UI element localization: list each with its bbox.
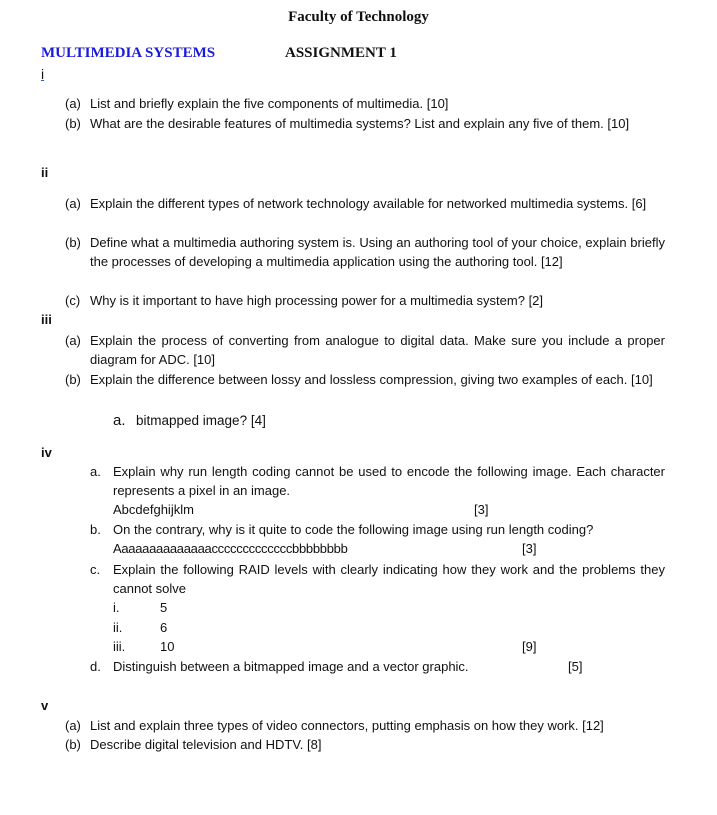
question-text: bitmapped image? [4] [136,413,266,428]
question-marker: (c) [65,293,81,308]
question-marker: a. [113,412,126,429]
question-text: Distinguish between a bitmapped image and a vector graphic. [113,659,469,674]
question-text: On the contrary, why is it quite to code the following image using run length coding? [113,522,594,537]
question-text: Explain why run length coding cannot be used to encode the following image. Each character represents a pixel in an image. [113,464,665,499]
marks: [5] [568,659,583,674]
example-text: Abcdefghijklm [113,502,194,517]
question-iii-a [65,331,665,370]
question-text: Explain the process of converting from analogue to digital data. Make sure you include a proper diagram for ADC. [10] [90,333,665,368]
question-marker: a. [90,464,101,479]
question-text: List and explain three types of video connectors, putting emphasis on how they work. [12] [90,718,604,733]
question-text: Describe digital television and HDTV. [8] [90,737,322,752]
question-i-b [65,114,668,133]
section-label-iv: iv [41,445,52,460]
sub-item-value: 6 [160,620,168,635]
question-marker: (b) [65,737,81,752]
question-marker: (a) [65,196,81,211]
question-i-a [65,94,665,113]
section-label-ii: ii [41,165,49,180]
question-v-a [65,716,675,735]
question-marker: c. [90,562,101,577]
question-marker: (a) [65,718,81,733]
section-label-iii: iii [41,312,52,327]
question-iv-a [90,462,665,501]
question-text: Explain the difference between lossy and lossless compression, giving two examples of each. [10] [90,372,653,387]
sub-item: ii. [113,620,123,635]
question-ii-a [65,194,665,213]
question-ii-c [65,291,665,310]
question-v-b [65,735,665,754]
faculty-title: Faculty of Technology [288,9,429,25]
question-text: What are the desirable features of multimedia systems? List and explain any five of them. [10] [90,116,630,131]
question-iv-d [90,657,540,676]
question-marker: (b) [65,116,81,131]
section-label-v: v [41,698,49,713]
question-iii-b [65,370,665,389]
question-iv-b [90,520,670,539]
sub-item-value: 5 [160,600,168,615]
question-text: Explain the following RAID levels with clearly indicating how they work and the problems they cannot solve [113,562,665,597]
question-marker: b. [90,522,101,537]
marks: [9] [522,639,537,654]
question-marker: (b) [65,235,81,250]
sub-item: iii. [113,639,126,654]
question-iv-c [90,560,665,599]
sub-item-value: 10 [160,639,175,654]
question-text: Why is it important to have high processing power for a multimedia system? [2] [90,293,544,308]
question-marker: (a) [65,333,81,348]
marks: [3] [522,541,537,556]
marks: [3] [474,502,489,517]
question-iii-extra [113,411,413,430]
section-label-i: i [41,66,45,82]
question-text: List and briefly explain the five components of multimedia. [10] [90,96,449,111]
question-text: Define what a multimedia authoring system is. Using an authoring tool of your choice, explain briefly the processes of developing a multimedia application using the authoring tool. [12] [90,235,665,270]
assignment-title: ASSIGNMENT 1 [285,45,397,61]
question-ii-b [65,233,665,272]
question-marker: (b) [65,372,81,387]
question-text: Explain the different types of network technology available for networked multimedia systems. [6] [90,196,647,211]
question-marker: d. [90,659,101,674]
course-title: MULTIMEDIA SYSTEMS [41,45,216,61]
example-text: Aaaaaaaaaaaaaacccccccccccccbbbbbbbb [113,541,348,556]
sub-item: i. [113,600,120,615]
question-marker: (a) [65,96,81,111]
